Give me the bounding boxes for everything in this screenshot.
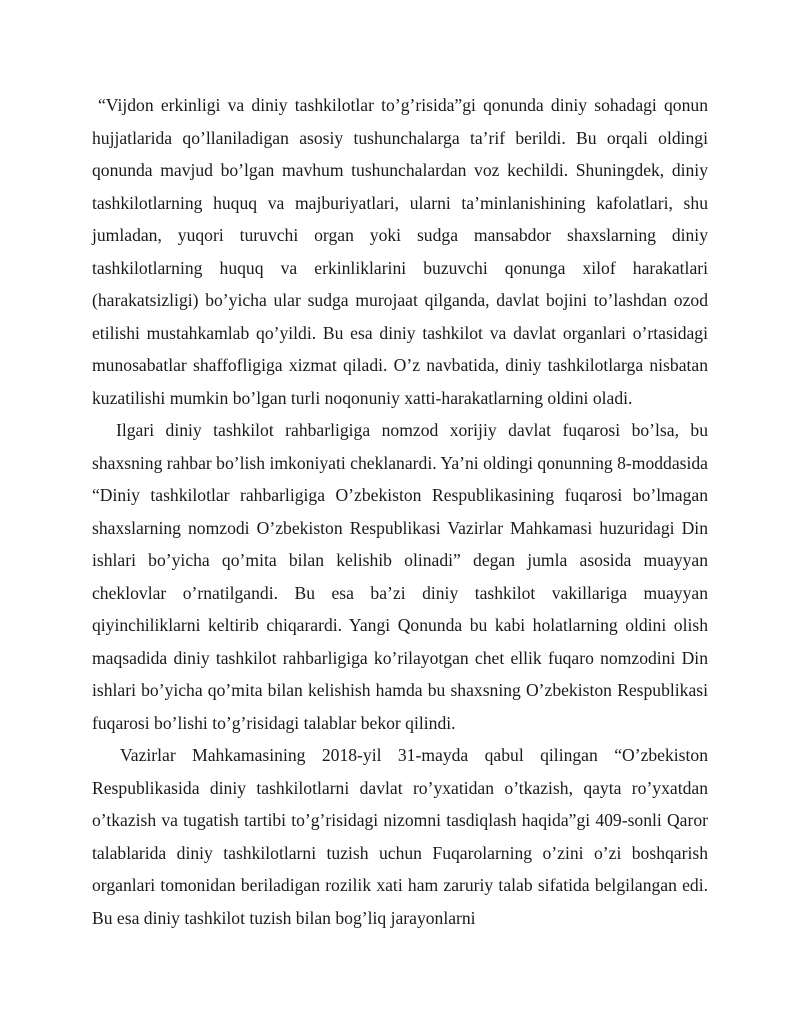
paragraph-2: Ilgari diniy tashkilot rahbarligiga nomzod xorijiy davlat fuqarosi bo’lsa, bu shaxsning rahbar bo’lish imkoniyati cheklanardi. Ya’ni oldingi qonunning 8-moddasida “Diniy tashkilotlar rahbarligiga O’zbekiston Respublikasining fuqarosi bo’lmagan shaxslarning nomzodi O’zbekiston Respublikasi Vazirlar Mahkamasi huzuridagi Din ishlari bo’yicha qo’mita bilan kelishib olinadi” degan jumla asosida muayyan cheklovlar o’rnatilgandi. Bu esa ba’zi diniy tashkilot vakillariga muayyan qiyinchiliklarni keltirib chiqarardi. Yangi Qonunda bu kabi holatlarning oldini olish maqsadida diniy tashkilot rahbarligiga ko’rilayotgan chet ellik fuqaro nomzodini Din ishlari bo’yicha qo’mita bilan kelishish hamda bu shaxsning O’zbekiston Respublikasi fuqarosi bo’lishi to’g’risidagi talablar bekor qilindi. — [92, 420, 708, 733]
paragraph-1: “Vijdon erkinligi va diniy tashkilotlar to’g’risida”gi qonunda diniy sohadagi qonun hujjatlarida qo’llaniladigan asosiy tushunchalarga ta’rif berildi. Bu orqali oldingi qonunda mavjud bo’lgan mavhum tushunchalardan voz kechildi. Shuningdek, diniy tashkilotlarning huquq va majburiyatlari, ularni ta’minlanishining kafolatlari, shu jumladan, yuqori turuvchi organ yoki sudga mansabdor shaxslarning diniy tashkilotlarning huquq va erkinliklarini buzuvchi qonunga xilof harakatlari (harakatsizligi) bo’yicha ular sudga murojaat qilganda, davlat bojini to’lashdan ozod etilishi mustahkamlab qo’yildi. Bu esa diniy tashkilot va davlat organlari o’rtasidagi munosabatlar shaffofligiga xizmat qiladi. O’z navbatida, diniy tashkilotlarga nisbatan kuzatilishi mumkin bo’lgan turli noqonuniy xatti-harakatlarning oldini oladi. — [92, 95, 708, 408]
paragraph-3: Vazirlar Mahkamasining 2018-yil 31-mayda qabul qilingan “O’zbekiston Respublikasida diniy tashkilotlarni davlat ro’yxatidan o’tkazish, qayta ro’yxatdan o’tkazish va tugatish tartibi to’g’risidagi nizomni tasdiqlash haqida”gi 409-sonli Qaror talablarida diniy tashkilotlarni tuzish uchun Fuqarolarning o’zini o’zi boshqarish organlari tomonidan beriladigan rozilik xati ham zaruriy talab sifatida belgilangan edi. Bu esa diniy tashkilot tuzish bilan bog’liq jarayonlarni — [92, 745, 708, 928]
